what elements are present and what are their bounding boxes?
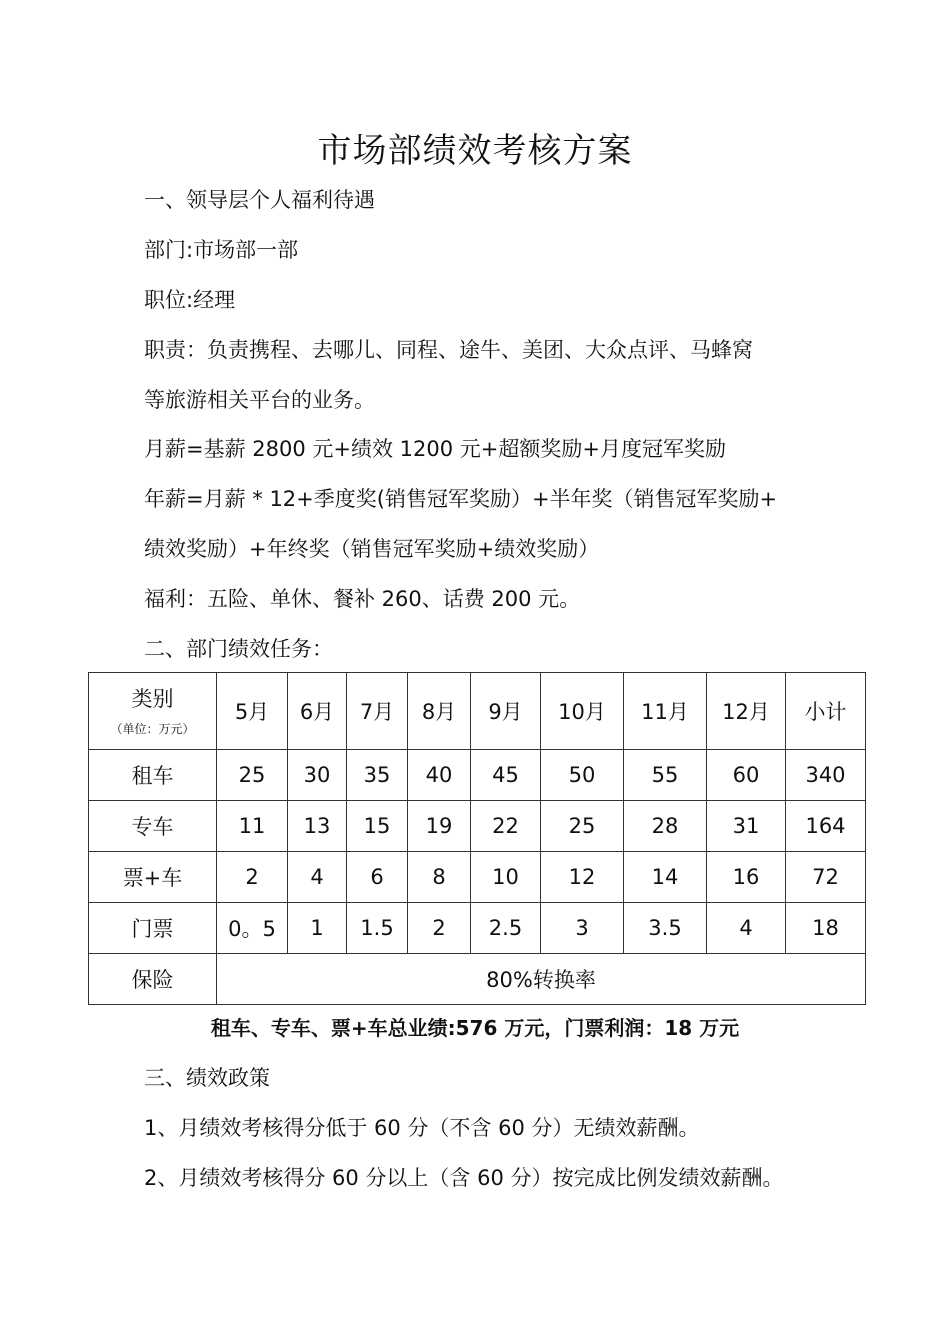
position-line: 职位:经理 [144,288,236,312]
header-month-cell: 11月 [624,673,707,750]
value-cell: 1 [288,903,347,954]
value-cell: 25 [541,801,624,852]
value-cell: 28 [624,801,707,852]
value-cell: 19 [408,801,471,852]
section-heading-policy: 三、绩效政策 [144,1066,270,1090]
department-line: 部门:市场部一部 [144,238,299,262]
subtotal-cell: 340 [786,750,866,801]
row-label-cell: 票+车 [89,852,217,903]
performance-summary: 租车、专车、票+车总业绩:576 万元，门票利润：18 万元 [210,1016,740,1040]
row-label-cell: 门票 [89,903,217,954]
value-cell: 11 [217,801,288,852]
header-month-cell: 10月 [541,673,624,750]
header-month-cell: 8月 [408,673,471,750]
header-category-cell [89,673,217,750]
annual-salary-line-2: 绩效奖励）+年终奖（销售冠军奖励+绩效奖励） [144,537,600,561]
value-cell: 8 [408,852,471,903]
monthly-salary-line: 月薪=基薪 2800 元+绩效 1200 元+超额奖励+月度冠军奖励 [144,437,726,461]
duty-line-2: 等旅游相关平台的业务。 [144,388,375,412]
value-cell: 14 [624,852,707,903]
table-row [89,903,866,954]
value-cell: 1.5 [347,903,408,954]
value-cell: 4 [707,903,786,954]
section-heading-targets: 二、部门绩效任务： [144,637,333,661]
value-cell: 55 [624,750,707,801]
header-category-label: 类别 [131,687,174,711]
value-cell: 15 [347,801,408,852]
subtotal-cell: 18 [786,903,866,954]
row-label-cell: 保险 [89,954,217,1005]
header-month-cell: 5月 [217,673,288,750]
value-cell: 2 [408,903,471,954]
value-cell: 31 [707,801,786,852]
value-cell: 35 [347,750,408,801]
header-unit-label: （单位：万元） [110,722,195,736]
table-row [89,852,866,903]
table-row [89,750,866,801]
value-cell: 6 [347,852,408,903]
header-month-cell: 12月 [707,673,786,750]
value-cell: 30 [288,750,347,801]
duty-line-1: 职责：负责携程、去哪儿、同程、途牛、美团、大众点评、马蜂窝 [144,338,753,362]
value-cell: 3 [541,903,624,954]
value-cell: 2.5 [471,903,541,954]
policy-item-1: 1、月绩效考核得分低于 60 分（不含 60 分）无绩效薪酬。 [144,1116,700,1140]
table-row [89,801,866,852]
performance-table [88,672,866,1005]
row-label-cell: 租车 [89,750,217,801]
value-cell: 12 [541,852,624,903]
header-month-cell: 7月 [347,673,408,750]
value-cell: 13 [288,801,347,852]
value-cell: 10 [471,852,541,903]
value-cell: 0。5 [217,903,288,954]
value-cell: 22 [471,801,541,852]
value-cell: 40 [408,750,471,801]
table-row-insurance [89,954,866,1005]
document-title: 市场部绩效考核方案 [317,131,633,171]
annual-salary-line-1: 年薪=月薪 * 12+季度奖(销售冠军奖励）+半年奖（销售冠军奖励+ [144,487,778,511]
value-cell: 4 [288,852,347,903]
value-cell: 16 [707,852,786,903]
header-month-cell: 9月 [471,673,541,750]
value-cell: 25 [217,750,288,801]
section-heading-benefits: 一、领导层个人福利待遇 [144,188,375,212]
value-cell: 60 [707,750,786,801]
benefits-line: 福利：五险、单休、餐补 260、话费 200 元。 [144,587,581,611]
header-month-cell: 6月 [288,673,347,750]
subtotal-cell: 72 [786,852,866,903]
table-header-row [89,673,866,750]
value-cell: 45 [471,750,541,801]
value-cell: 50 [541,750,624,801]
insurance-value-cell: 80%转换率 [217,954,866,1005]
subtotal-cell: 164 [786,801,866,852]
policy-item-2: 2、月绩效考核得分 60 分以上（含 60 分）按完成比例发绩效薪酬。 [144,1166,784,1190]
row-label-cell: 专车 [89,801,217,852]
header-subtotal-cell: 小计 [786,673,866,750]
value-cell: 2 [217,852,288,903]
value-cell: 3.5 [624,903,707,954]
